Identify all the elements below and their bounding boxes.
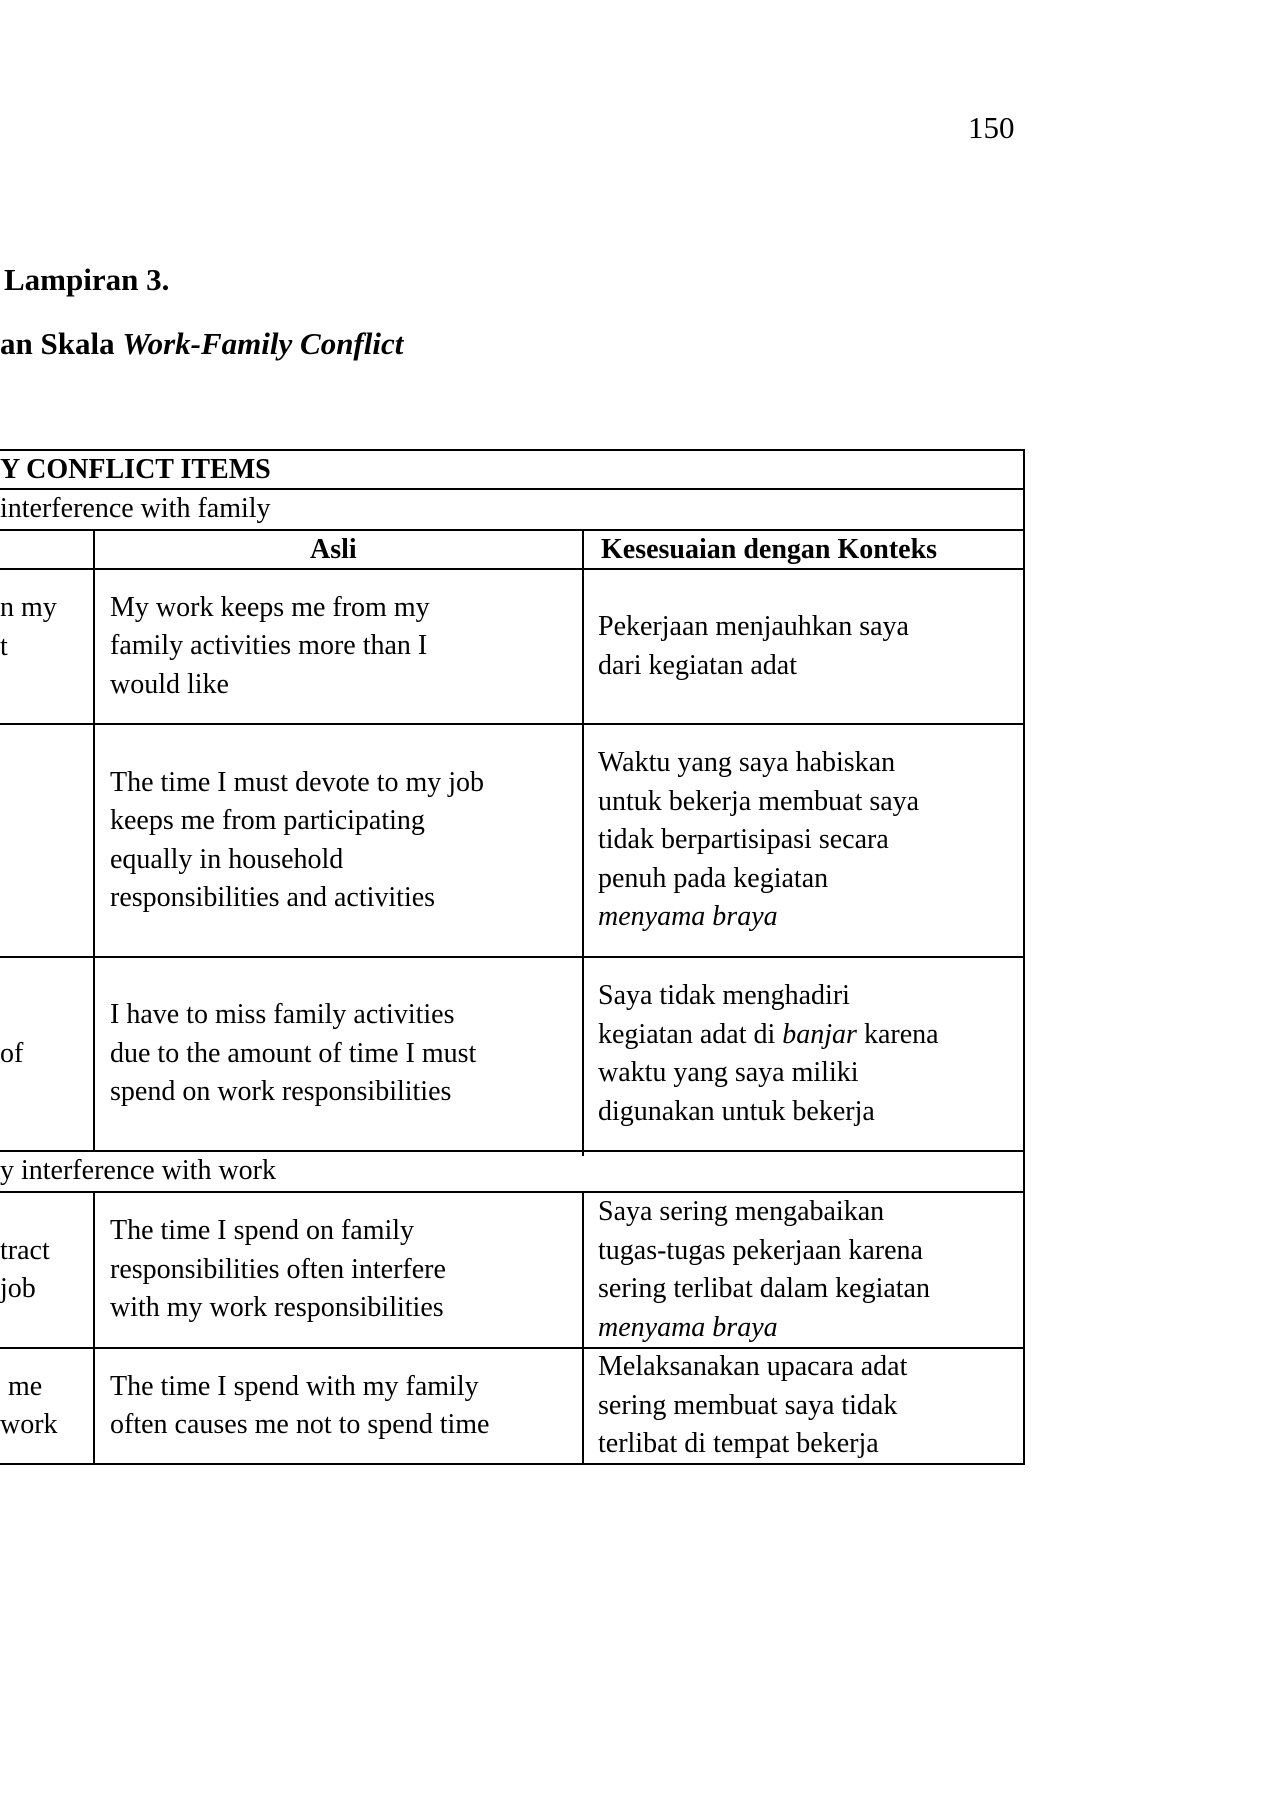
- cell-text: untuk bekerja membuat saya: [598, 785, 920, 817]
- cell-text: Melaksanakan upacara adat: [598, 1351, 908, 1383]
- table-row-4-left: [0, 1193, 50, 1347]
- cell-text: digunakan untuk bekerja: [598, 1095, 875, 1127]
- table-border: [582, 1191, 584, 1465]
- cell-text: The time I must devote to my job: [110, 766, 485, 798]
- cell-text-italic: menyama braya: [598, 1311, 778, 1343]
- cell-text: me: [8, 1370, 43, 1402]
- cell-text: due to the amount of time I must: [110, 1037, 477, 1069]
- section-work-family: interference with family: [0, 493, 271, 524]
- cell-text: The time I spend on family: [110, 1215, 415, 1247]
- table-row-3-left: [0, 958, 23, 1150]
- cell-text: I have to miss family activities: [110, 999, 455, 1031]
- table-row-5-left: [0, 1349, 58, 1463]
- cell-text: Saya tidak menghadiri: [598, 980, 850, 1011]
- section-family-work: y interference with work: [0, 1155, 276, 1186]
- cell-text: [598, 1016, 939, 1055]
- cell-text: sering terlibat dalam kegiatan: [598, 1273, 930, 1304]
- table-row-4-konteks: [598, 1193, 930, 1347]
- cell-text: family activities more than I: [110, 630, 428, 662]
- cell-text: penuh pada kegiatan: [598, 862, 829, 894]
- table-row-1-konteks: [598, 570, 909, 723]
- cell-text: work: [0, 1409, 58, 1440]
- cell-text: karena: [856, 1018, 939, 1050]
- cell-text: spend on work responsibilities: [110, 1076, 452, 1108]
- table-border: [582, 529, 584, 950]
- cell-text: Waktu yang saya habiskan: [598, 747, 896, 779]
- cell-text-italic: banjar: [782, 1018, 857, 1050]
- cell-text: tidak berpartisipasi secara: [598, 824, 889, 856]
- table-border: [93, 1191, 95, 1465]
- cell-text: equally in household: [110, 843, 344, 875]
- cell-text: tract: [0, 1234, 50, 1266]
- appendix-subtitle: [0, 326, 403, 362]
- cell-text: job: [0, 1273, 36, 1304]
- cell-text: t: [0, 630, 8, 662]
- cell-text: tugas-tugas pekerjaan karena: [598, 1234, 923, 1266]
- cell-text: The time I spend with my family: [110, 1370, 479, 1402]
- table-row-2-konteks: [598, 725, 919, 956]
- table-row-1-asli: [110, 570, 430, 723]
- appendix-heading: Lampiran 3.: [4, 262, 170, 297]
- cell-text: would like: [110, 668, 229, 700]
- cell-text: kegiatan adat di: [598, 1018, 783, 1050]
- header-konteks: Kesesuaian dengan Konteks: [601, 534, 938, 565]
- table-row-2-asli: [110, 725, 484, 956]
- table-row-4-asli: [110, 1193, 446, 1347]
- cell-text: Pekerjaan menjauhkan saya: [598, 611, 909, 642]
- cell-text: Saya sering mengabaikan: [598, 1196, 885, 1227]
- subtitle-italic: Work-Family Conflict: [122, 326, 404, 361]
- cell-text: n my: [0, 592, 57, 623]
- table-row-1-left: [0, 570, 90, 723]
- table-row-5-konteks: [598, 1349, 907, 1463]
- cell-text: responsibilities and activities: [110, 882, 436, 913]
- cell-text: My work keeps me from my: [110, 591, 430, 623]
- page-number: 150: [968, 110, 1015, 145]
- table-border: [93, 950, 95, 1152]
- header-asli: Asli: [310, 534, 357, 565]
- table-border: [582, 950, 584, 1156]
- cell-text: keeps me from participating: [110, 805, 425, 836]
- cell-text: waktu yang saya miliki: [598, 1057, 859, 1088]
- cell-text: dari kegiatan adat: [598, 649, 798, 681]
- table-border: [1023, 449, 1025, 1465]
- cell-text: of: [0, 1037, 24, 1069]
- subtitle-prefix: an Skala: [0, 326, 123, 361]
- table-row-5-asli: [110, 1349, 489, 1463]
- cell-text: responsibilities often interfere: [110, 1253, 446, 1285]
- cell-text-italic: menyama braya: [598, 901, 778, 933]
- cell-text: terlibat di tempat bekerja: [598, 1428, 879, 1460]
- table-row-3-asli: [110, 958, 476, 1150]
- cell-text: sering membuat saya tidak: [598, 1389, 898, 1421]
- table-border: [93, 529, 95, 950]
- cell-text: often causes me not to spend time: [110, 1409, 490, 1440]
- table-title: Y CONFLICT ITEMS: [0, 454, 271, 485]
- cell-text: with my work responsibilities: [110, 1292, 444, 1324]
- table-row-3-konteks: [598, 958, 939, 1150]
